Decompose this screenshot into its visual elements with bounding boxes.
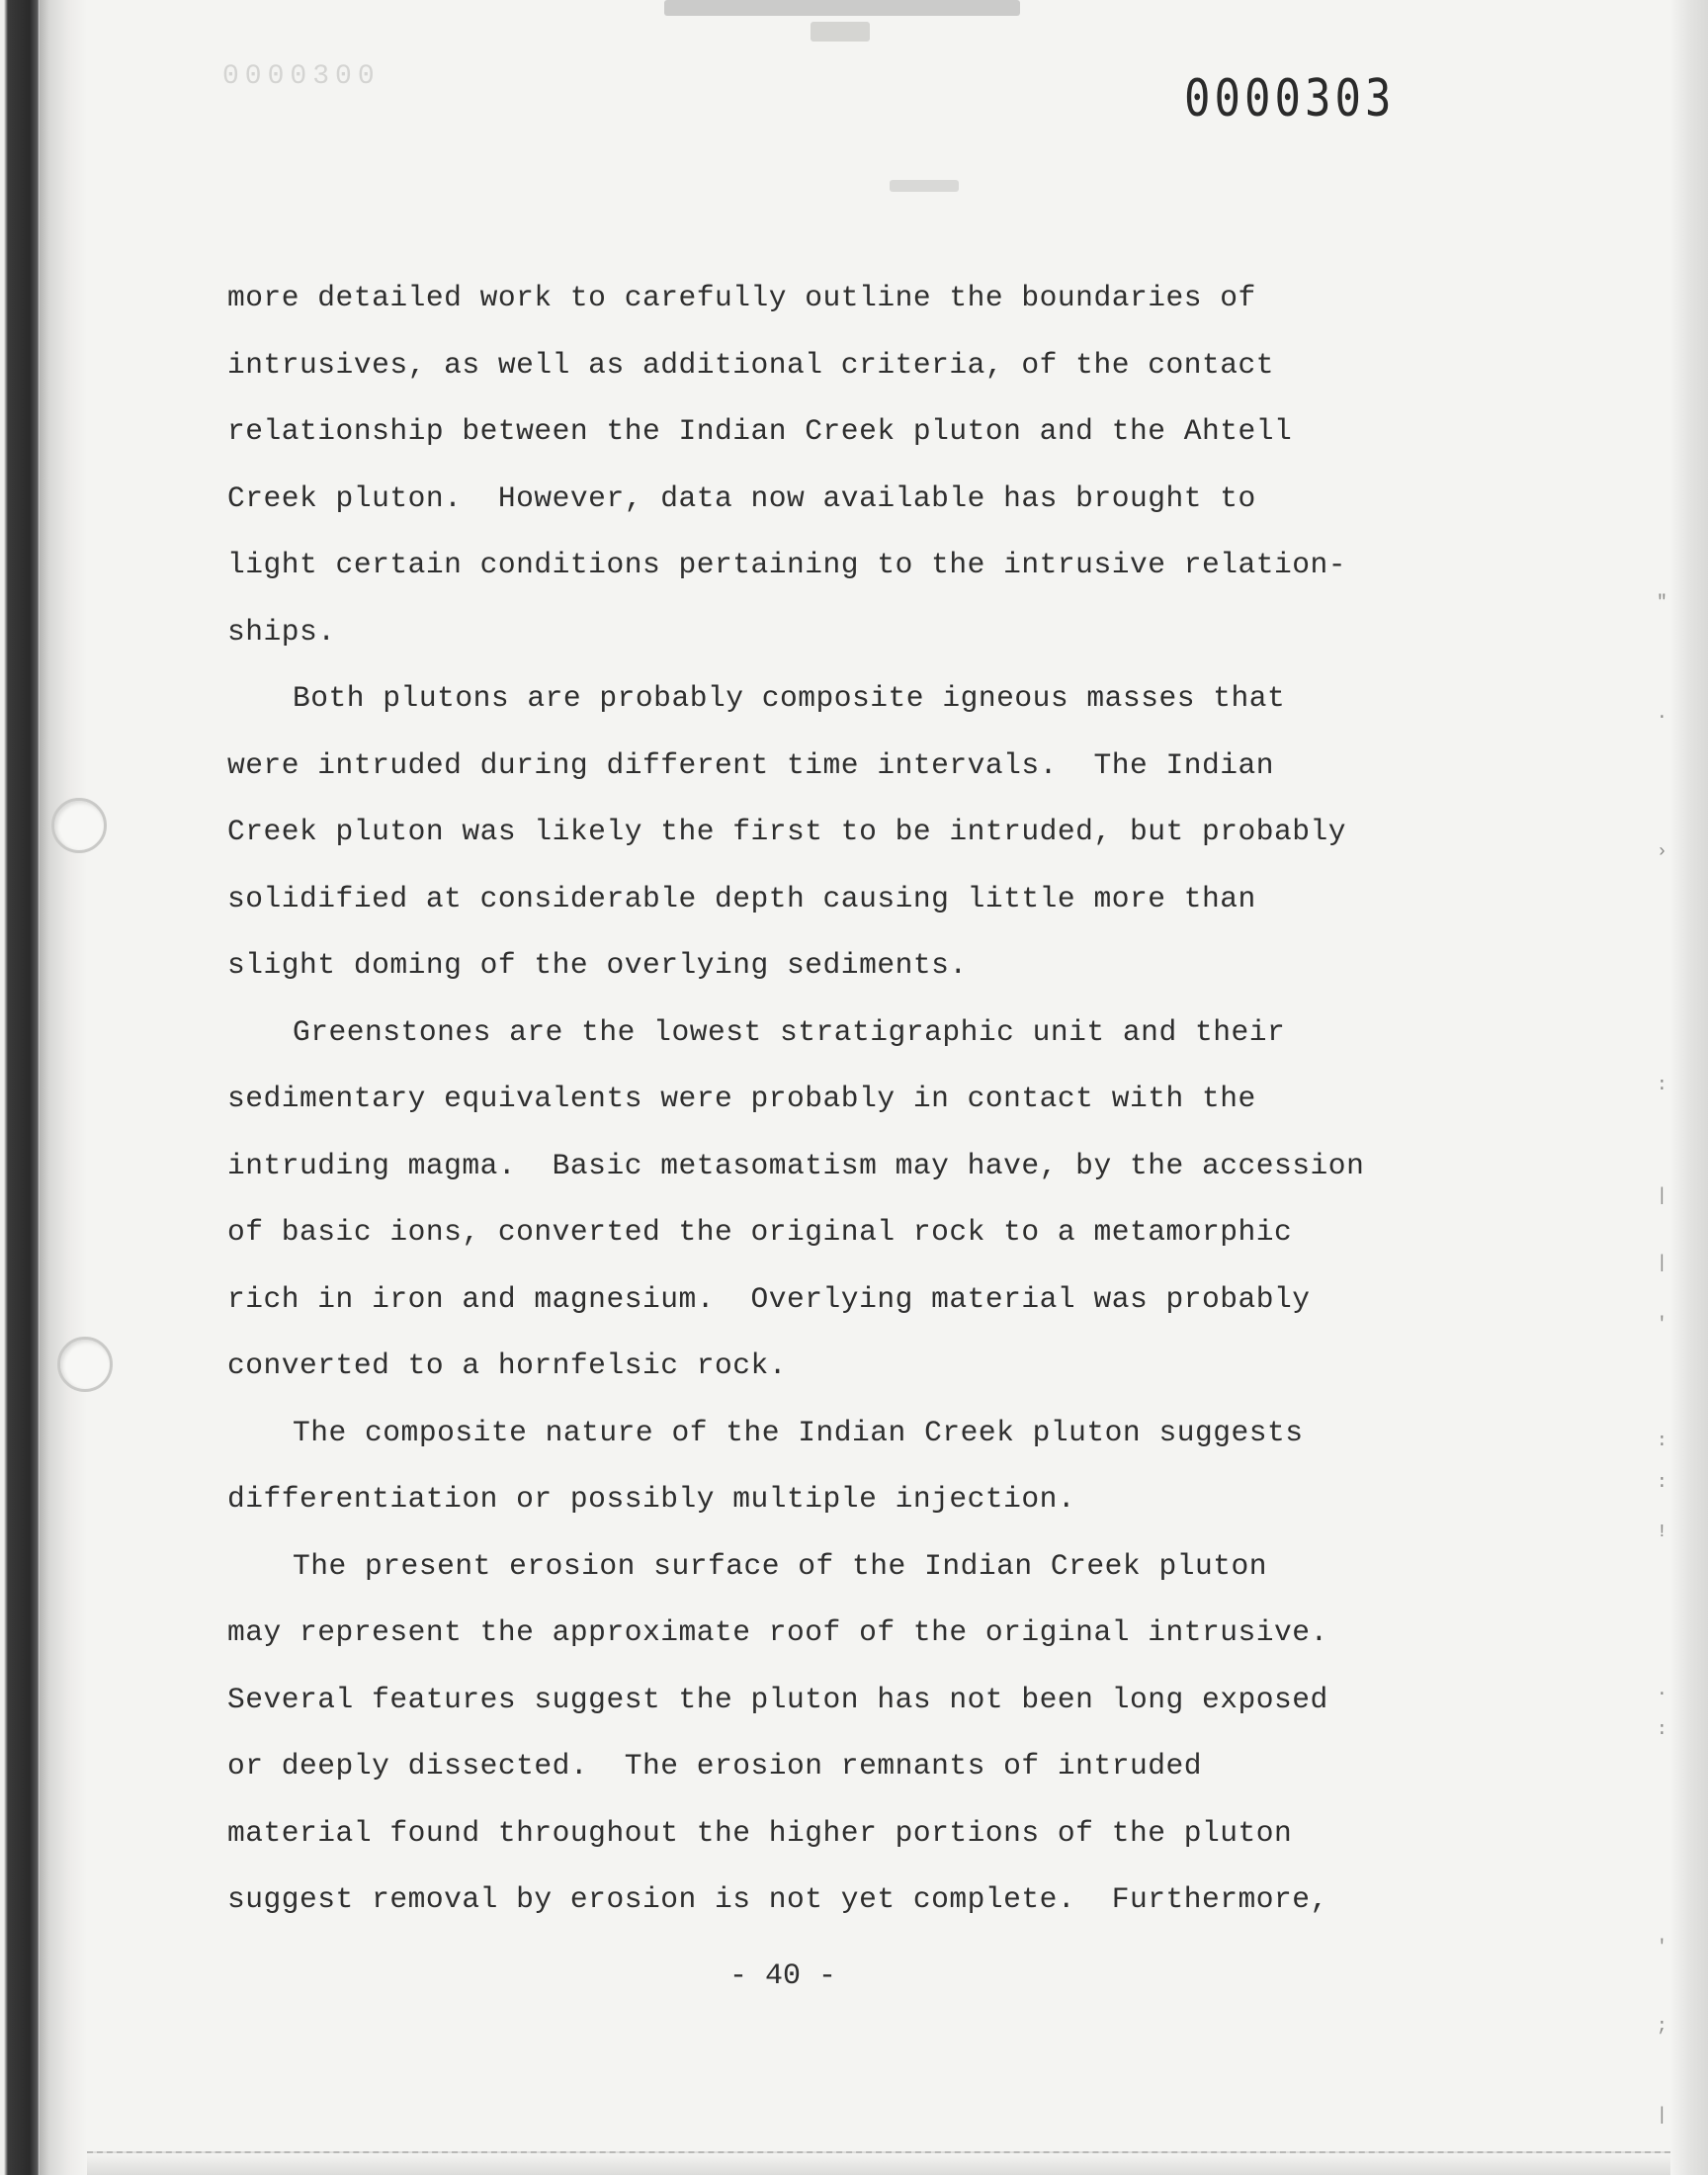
paragraph xyxy=(227,1000,1512,1400)
paragraph xyxy=(227,265,1512,665)
text-line: more detailed work to carefully outline the boundaries of xyxy=(227,281,1256,314)
text-line: Creek pluton was likely the first to be intruded, but probably xyxy=(227,815,1347,848)
paragraph xyxy=(227,1400,1512,1533)
text-line: ships. xyxy=(227,614,336,649)
text-line: Several features suggest the pluton has not been long exposed xyxy=(227,1682,1328,1716)
text-line: light certain conditions pertaining to the intrusive relation- xyxy=(227,548,1347,581)
binding-strip xyxy=(0,0,40,2175)
margin-speck: › xyxy=(1657,842,1667,862)
margin-speck: : xyxy=(1657,1720,1667,1740)
text-line: slight doming of the overlying sediments. xyxy=(227,948,968,982)
page-number: - 40 - xyxy=(729,1959,837,1993)
text-line: Greenstones are the lowest stratigraphic unit and their xyxy=(293,1014,1286,1049)
text-line: The present erosion surface of the Indian Creek pluton xyxy=(293,1548,1267,1583)
margin-speck: | xyxy=(1657,2106,1667,2126)
paragraph xyxy=(227,665,1512,1000)
text-line: sedimentary equivalents were probably in contact with the xyxy=(227,1082,1256,1115)
text-line: were intruded during different time intervals. The Indian xyxy=(227,747,1275,782)
text-line: Both plutons are probably composite igneous masses that xyxy=(293,681,1286,715)
text-line: differentiation or possibly multiple injection. xyxy=(227,1482,1076,1516)
text-line: solidified at considerable depth causing little more than xyxy=(227,881,1256,915)
body-text xyxy=(227,265,1512,1934)
page-left-edge xyxy=(40,0,87,2175)
text-line: of basic ions, converted the original rock to a metamorphic xyxy=(227,1215,1293,1249)
text-line: may represent the approximate roof of the original intrusive. xyxy=(227,1615,1328,1649)
text-line: relationship between the Indian Creek pluton and the Ahtell xyxy=(227,414,1293,448)
paragraph xyxy=(227,1533,1512,1934)
margin-speck: : xyxy=(1657,1076,1667,1095)
text-line: rich in iron and magnesium. Overlying material was probably xyxy=(227,1281,1311,1316)
punch-hole-bottom xyxy=(57,1337,113,1392)
text-line: material found throughout the higher portions of the pluton xyxy=(227,1815,1293,1850)
margin-speck: ! xyxy=(1657,1522,1667,1542)
margin-speck: " xyxy=(1657,593,1667,613)
margin-speck: . xyxy=(1657,1681,1667,1700)
margin-speck: | xyxy=(1657,1254,1667,1273)
text-line: or deeply dissected. The erosion remnants of intruded xyxy=(227,1749,1202,1783)
text-line: intrusives, as well as additional criteria, of the contact xyxy=(227,347,1275,382)
punch-hole-top xyxy=(51,798,107,853)
margin-speck: | xyxy=(1657,1186,1667,1206)
text-line: suggest removal by erosion is not yet complete. Furthermore, xyxy=(227,1882,1328,1916)
text-line: The composite nature of the Indian Creek pluton suggests xyxy=(293,1415,1304,1449)
text-line: converted to a hornfelsic rock. xyxy=(227,1348,788,1382)
margin-speck: : xyxy=(1657,1432,1667,1451)
document-number: 0000303 xyxy=(1184,69,1396,130)
top-smudge-small xyxy=(811,22,870,42)
margin-speck: . xyxy=(1657,704,1667,724)
margin-speck: ' xyxy=(1657,1315,1667,1335)
page-bottom-edge xyxy=(87,2151,1670,2175)
ghost-doc-number: 0000300 xyxy=(222,61,381,92)
margin-speck: ' xyxy=(1657,1938,1667,1958)
mid-smudge xyxy=(890,180,959,192)
text-line: Creek pluton. However, data now available has brought to xyxy=(227,480,1256,515)
margin-speck: ; xyxy=(1657,2017,1667,2037)
top-smudge xyxy=(664,0,1020,16)
page-right-edge xyxy=(1670,0,1708,2175)
text-line: intruding magma. Basic metasomatism may have, by the accession xyxy=(227,1148,1365,1182)
margin-speck: : xyxy=(1657,1473,1667,1493)
